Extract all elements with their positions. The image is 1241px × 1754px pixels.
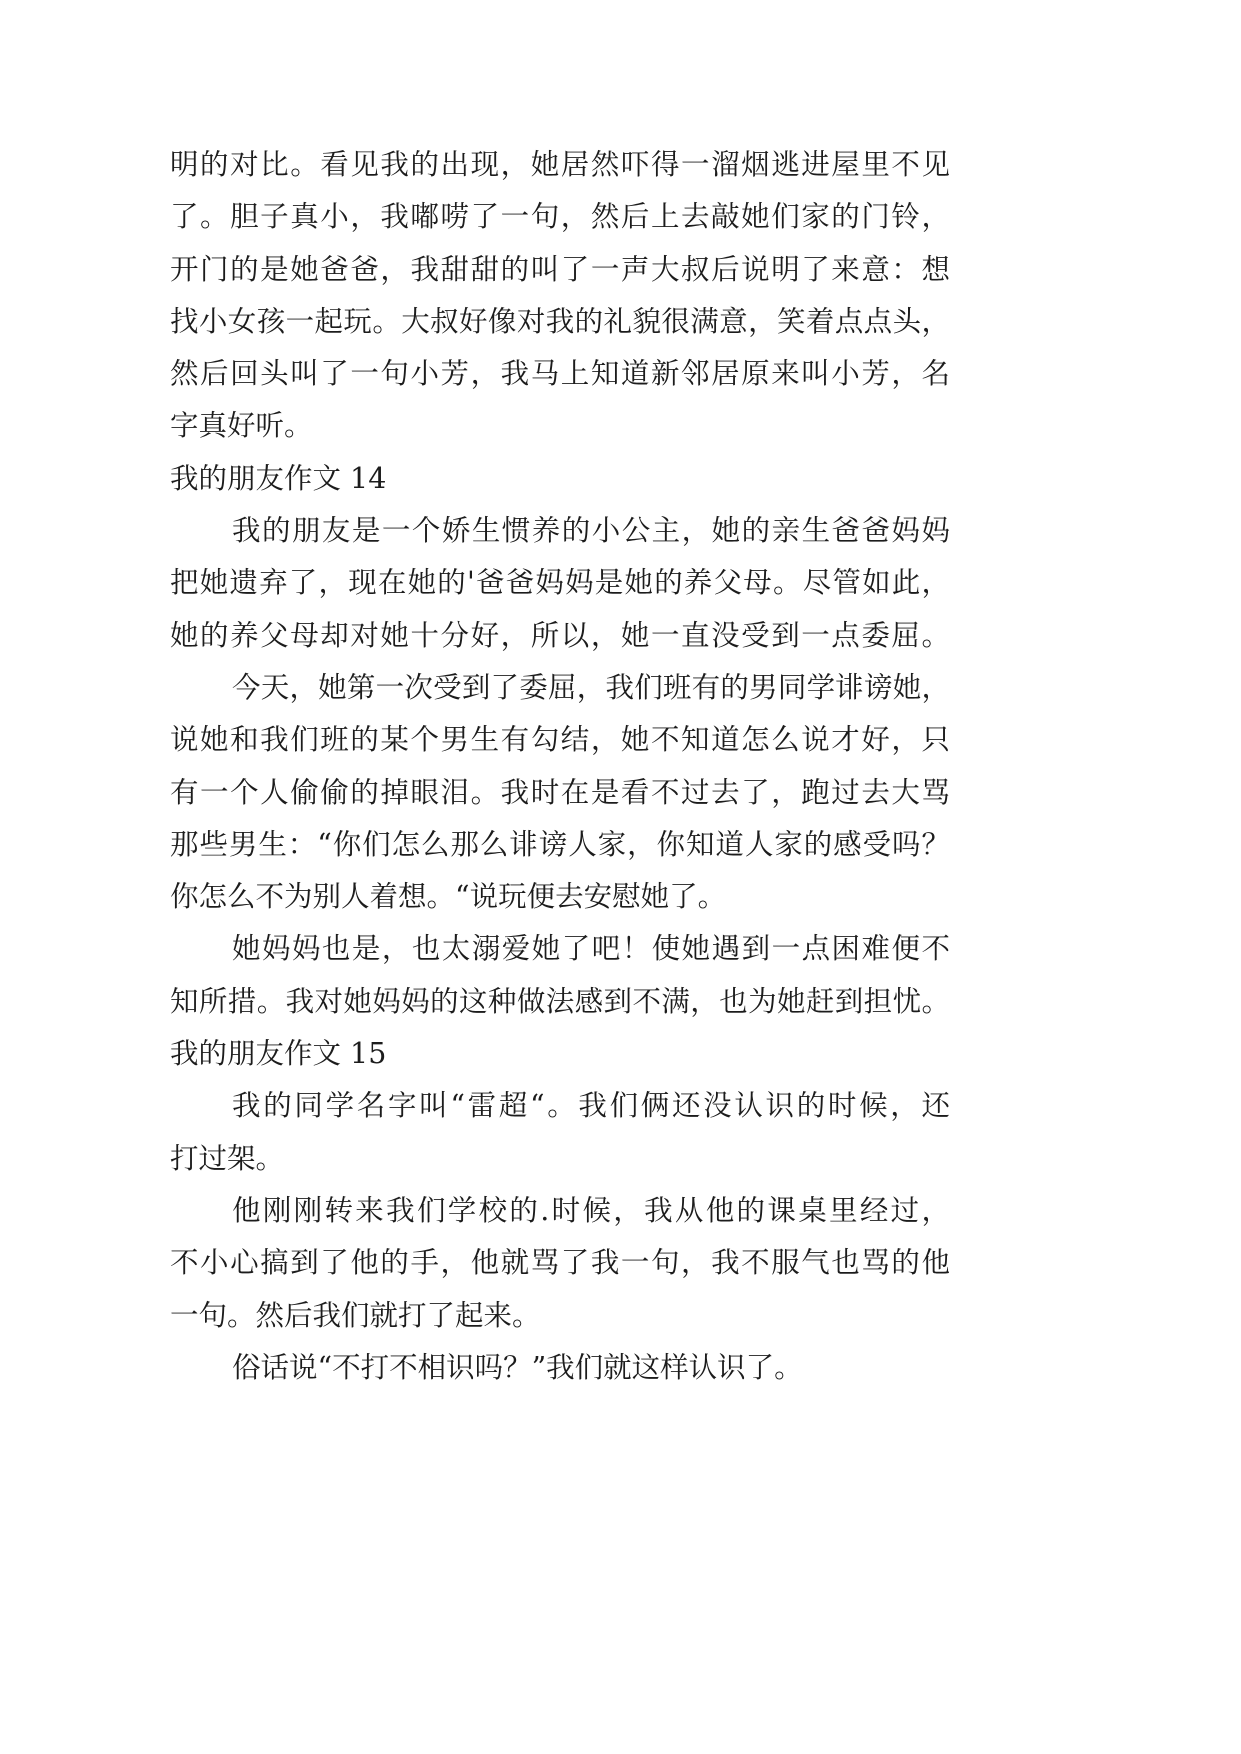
text-line: 今天，她第一次受到了委屈，我们班有的男同学诽谤她， [232, 670, 950, 704]
paragraph [170, 139, 950, 453]
text-line: 说她和我们班的某个男生有勾结，她不知道怎么说才好，只 [170, 723, 950, 757]
paragraph [170, 1185, 950, 1342]
text-line: 不小心搞到了他的手，他就骂了我一句，我不服气也骂的他 [170, 1246, 950, 1280]
text-line: 我的朋友是一个娇生惯养的小公主，她的亲生爸爸妈妈 [232, 514, 950, 548]
section-heading: 我的朋友作文 14 [170, 461, 387, 495]
text-line: 有一个人偷偷的掉眼泪。我时在是看不过去了，跑过去大骂 [170, 775, 950, 809]
text-line: 然后回头叫了一句小芳，我马上知道新邻居原来叫小芳，名 [170, 357, 950, 391]
text-line: 他刚刚转来我们学校的.时候，我从他的课桌里经过， [232, 1193, 950, 1227]
text-line: 把她遗弃了，现在她的'爸爸妈妈是她的养父母。尽管如此， [170, 566, 950, 600]
essay-section [170, 453, 950, 1028]
text-line: 俗话说“不打不相识吗？”我们就这样认识了。 [232, 1350, 803, 1384]
text-line: 她的养父母却对她十分好，所以，她一直没受到一点委屈。 [170, 618, 950, 652]
paragraph [170, 1342, 950, 1394]
paragraph [170, 923, 950, 1028]
document-body [170, 139, 950, 1394]
text-line: 知所措。我对她妈妈的这种做法感到不满，也为她赶到担忧。 [170, 984, 950, 1018]
text-line: 找小女孩一起玩。大叔好像对我的礼貌很满意，笑着点点头， [170, 304, 950, 338]
text-line: 字真好听。 [170, 409, 313, 443]
paragraph [170, 1080, 950, 1185]
text-line: 她妈妈也是，也太溺爱她了吧！使她遇到一点困难便不 [232, 932, 950, 966]
text-line: 明的对比。看见我的出现，她居然吓得一溜烟逃进屋里不见 [170, 148, 950, 181]
section-heading: 我的朋友作文 15 [170, 1037, 387, 1071]
essay-section [170, 1028, 950, 1394]
text-line: 打过架。 [170, 1141, 285, 1175]
paragraph [170, 505, 950, 662]
text-line: 一句。然后我们就打了起来。 [170, 1298, 541, 1332]
text-line: 我的同学名字叫“雷超“。我们俩还没认识的时候，还 [232, 1089, 950, 1123]
text-line: 了。胆子真小，我嘟唠了一句，然后上去敲她们家的门铃， [170, 200, 950, 234]
paragraph [170, 662, 950, 923]
text-line: 那些男生：“你们怎么那么诽谤人家，你知道人家的感受吗？ [170, 827, 950, 861]
text-line: 你怎么不为别人着想。“说玩便去安慰她了。 [170, 880, 727, 914]
text-line: 开门的是她爸爸，我甜甜的叫了一声大叔后说明了来意：想 [170, 252, 950, 286]
